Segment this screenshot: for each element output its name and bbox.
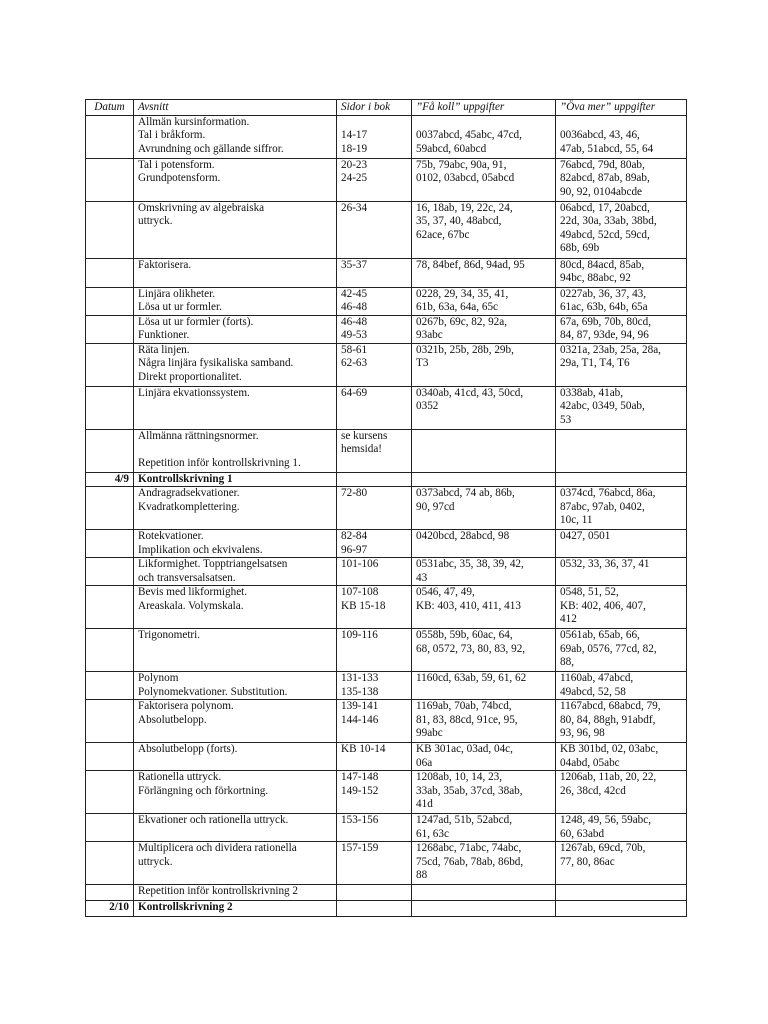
cell-ova-mer: 1206ab, 11ab, 20, 22, 26, 38cd, 42cd [556,771,687,814]
table-row [86,743,687,771]
table-row [86,814,687,842]
cell-sidor: 14-17 18-19 [337,116,412,159]
cell-fa-koll: KB 301ac, 03ad, 04c, 06a [412,743,556,771]
cell-avsnitt: Bevis med likformighet. Areaskala. Volymskala. [134,586,337,629]
cell-fa-koll [412,901,556,917]
cell-avsnitt: Ekvationer och rationella uttryck. [134,814,337,842]
cell-fa-koll: 1169ab, 70ab, 74bcd, 81, 83, 88cd, 91ce, 95, 99abc [412,700,556,743]
table-row [86,288,687,316]
cell-avsnitt: Faktorisera. [134,259,337,288]
table-row [86,672,687,700]
cell-avsnitt: Allmänna rättningsnormer. Repetition inför kontrollskrivning 1. [134,430,337,473]
cell-avsnitt: Linjära olikheter. Lösa ut ur formler. [134,288,337,316]
cell-ova-mer: 0036abcd, 43, 46, 47ab, 51abcd, 55, 64 [556,116,687,159]
cell-datum [86,885,134,901]
cell-fa-koll [412,885,556,901]
cell-ova-mer: 1248, 49, 56, 59abc, 60, 63abd [556,814,687,842]
cell-sidor: 46-48 49-53 [337,316,412,344]
cell-avsnitt: Trigonometri. [134,629,337,672]
cell-ova-mer [556,885,687,901]
table-row [86,259,687,288]
cell-sidor [337,473,412,487]
cell-sidor [337,885,412,901]
cell-ova-mer: 1160ab, 47abcd, 49abcd, 52, 58 [556,672,687,700]
cell-sidor: 131-133 135-138 [337,672,412,700]
header-fa-koll: ”Få koll” uppgifter [412,100,556,116]
cell-datum [86,629,134,672]
cell-ova-mer: KB 301bd, 02, 03abc, 04abd, 05abc [556,743,687,771]
table-row [86,885,687,901]
cell-sidor: 72-80 [337,487,412,530]
cell-datum [86,116,134,159]
cell-datum [86,842,134,885]
course-schedule-table [85,99,687,917]
cell-fa-koll: 0558b, 59b, 60ac, 64, 68, 0572, 73, 80, 83, 92, [412,629,556,672]
cell-sidor: 26-34 [337,202,412,259]
table-row [86,558,687,586]
cell-ova-mer: 0227ab, 36, 37, 43, 61ac, 63b, 64b, 65a [556,288,687,316]
table-row [86,700,687,743]
table-row [86,901,687,917]
cell-avsnitt: Repetition inför kontrollskrivning 2 [134,885,337,901]
cell-datum [86,430,134,473]
cell-avsnitt: Polynom Polynomekvationer. Substitution. [134,672,337,700]
cell-avsnitt: Multiplicera och dividera rationella uttryck. [134,842,337,885]
cell-fa-koll: 1268abc, 71abc, 74abc, 75cd, 76ab, 78ab, 86bd, 88 [412,842,556,885]
cell-sidor: 153-156 [337,814,412,842]
table-row [86,629,687,672]
cell-avsnitt: Rationella uttryck. Förlängning och förkortning. [134,771,337,814]
table-row [86,530,687,558]
cell-sidor: 20-23 24-25 [337,159,412,202]
cell-sidor: 147-148 149-152 [337,771,412,814]
cell-ova-mer: 1267ab, 69cd, 70b, 77, 80, 86ac [556,842,687,885]
cell-sidor: 58-61 62-63 [337,344,412,387]
cell-datum [86,316,134,344]
cell-datum: 4/9 [86,473,134,487]
cell-datum [86,387,134,430]
cell-datum [86,672,134,700]
cell-avsnitt: Räta linjen. Några linjära fysikaliska samband. Direkt proportionalitet. [134,344,337,387]
cell-datum [86,700,134,743]
cell-ova-mer: 0548, 51, 52, KB: 402, 406, 407, 412 [556,586,687,629]
cell-fa-koll: 0340ab, 41cd, 43, 50cd, 0352 [412,387,556,430]
cell-ova-mer: 67a, 69b, 70b, 80cd, 84, 87, 93de, 94, 96 [556,316,687,344]
cell-ova-mer: 76abcd, 79d, 80ab, 82abcd, 87ab, 89ab, 90, 92, 0104abcde [556,159,687,202]
cell-datum [86,743,134,771]
cell-ova-mer: 06abcd, 17, 20abcd, 22d, 30a, 33ab, 38bd, 49abcd, 52cd, 59cd, 68b, 69b [556,202,687,259]
cell-fa-koll [412,430,556,473]
cell-fa-koll: 1208ab, 10, 14, 23, 33ab, 35ab, 37cd, 38ab, 41d [412,771,556,814]
cell-datum [86,558,134,586]
header-sidor: Sidor i bok [337,100,412,116]
cell-sidor: 109-116 [337,629,412,672]
cell-avsnitt: Tal i potensform. Grundpotensform. [134,159,337,202]
cell-datum: 2/10 [86,901,134,917]
table-row [86,586,687,629]
cell-sidor: 157-159 [337,842,412,885]
cell-avsnitt: Andragradsekvationer. Kvadratkomplettering. [134,487,337,530]
table-body [86,116,687,917]
cell-sidor: 82-84 96-97 [337,530,412,558]
table-row [86,487,687,530]
cell-datum [86,344,134,387]
cell-avsnitt: Kontrollskrivning 1 [134,473,337,487]
cell-sidor [337,901,412,917]
cell-sidor: 101-106 [337,558,412,586]
cell-datum [86,288,134,316]
cell-fa-koll: 0321b, 25b, 28b, 29b, T3 [412,344,556,387]
cell-ova-mer: 80cd, 84acd, 85ab, 94bc, 88abc, 92 [556,259,687,288]
cell-datum [86,771,134,814]
cell-avsnitt: Omskrivning av algebraiska uttryck. [134,202,337,259]
cell-fa-koll: 0546, 47, 49, KB: 403, 410, 411, 413 [412,586,556,629]
cell-fa-koll: 0267b, 69c, 82, 92a, 93abc [412,316,556,344]
cell-sidor: 42-45 46-48 [337,288,412,316]
cell-avsnitt: Absolutbelopp (forts). [134,743,337,771]
cell-fa-koll: 0037abcd, 45abc, 47cd, 59abcd, 60abcd [412,116,556,159]
cell-fa-koll: 0531abc, 35, 38, 39, 42, 43 [412,558,556,586]
cell-sidor: 35-37 [337,259,412,288]
cell-ova-mer [556,901,687,917]
cell-ova-mer: 0374cd, 76abcd, 86a, 87abc, 97ab, 0402, 10c, 11 [556,487,687,530]
cell-avsnitt: Lösa ut ur formler (forts). Funktioner. [134,316,337,344]
cell-fa-koll: 1247ad, 51b, 52abcd, 61, 63c [412,814,556,842]
cell-avsnitt: Likformighet. Topptriangelsatsen och transversalsatsen. [134,558,337,586]
cell-datum [86,159,134,202]
table-row [86,771,687,814]
cell-fa-koll: 1160cd, 63ab, 59, 61, 62 [412,672,556,700]
table-row [86,473,687,487]
cell-ova-mer: 1167abcd, 68abcd, 79, 80, 84, 88gh, 91abdf, 93, 96, 98 [556,700,687,743]
table-row [86,344,687,387]
cell-sidor: 64-69 [337,387,412,430]
cell-datum [86,586,134,629]
table-row [86,159,687,202]
table-row [86,842,687,885]
cell-ova-mer: 0427, 0501 [556,530,687,558]
table-row [86,316,687,344]
table-row [86,116,687,159]
cell-fa-koll: 0373abcd, 74 ab, 86b, 90, 97cd [412,487,556,530]
cell-sidor: se kursens hemsida! [337,430,412,473]
cell-sidor: 139-141 144-146 [337,700,412,743]
cell-avsnitt: Faktorisera polynom. Absolutbelopp. [134,700,337,743]
header-datum: Datum [86,100,134,116]
cell-fa-koll: 78, 84bef, 86d, 94ad, 95 [412,259,556,288]
cell-sidor: KB 10-14 [337,743,412,771]
cell-datum [86,202,134,259]
cell-fa-koll: 0420bcd, 28abcd, 98 [412,530,556,558]
cell-ova-mer [556,430,687,473]
cell-avsnitt: Linjära ekvationssystem. [134,387,337,430]
cell-avsnitt: Rotekvationer. Implikation och ekvivalens. [134,530,337,558]
cell-fa-koll [412,473,556,487]
cell-fa-koll: 16, 18ab, 19, 22c, 24, 35, 37, 40, 48abcd, 62ace, 67bc [412,202,556,259]
cell-ova-mer: 0321a, 23ab, 25a, 28a, 29a, T1, T4, T6 [556,344,687,387]
cell-datum [86,487,134,530]
header-avsnitt: Avsnitt [134,100,337,116]
cell-datum [86,814,134,842]
table-row [86,387,687,430]
cell-datum [86,530,134,558]
header-row [86,100,687,116]
cell-sidor: 107-108 KB 15-18 [337,586,412,629]
cell-ova-mer: 0561ab, 65ab, 66, 69ab, 0576, 77cd, 82, 88, [556,629,687,672]
cell-fa-koll: 75b, 79abc, 90a, 91, 0102, 03abcd, 05abcd [412,159,556,202]
cell-ova-mer: 0532, 33, 36, 37, 41 [556,558,687,586]
header-ova-mer: ”Öva mer” uppgifter [556,100,687,116]
table-row [86,430,687,473]
cell-ova-mer [556,473,687,487]
cell-avsnitt: Allmän kursinformation. Tal i bråkform. Avrundning och gällande siffror. [134,116,337,159]
cell-datum [86,259,134,288]
cell-fa-koll: 0228, 29, 34, 35, 41, 61b, 63a, 64a, 65c [412,288,556,316]
table-row [86,202,687,259]
cell-ova-mer: 0338ab, 41ab, 42abc, 0349, 50ab, 53 [556,387,687,430]
cell-avsnitt: Kontrollskrivning 2 [134,901,337,917]
